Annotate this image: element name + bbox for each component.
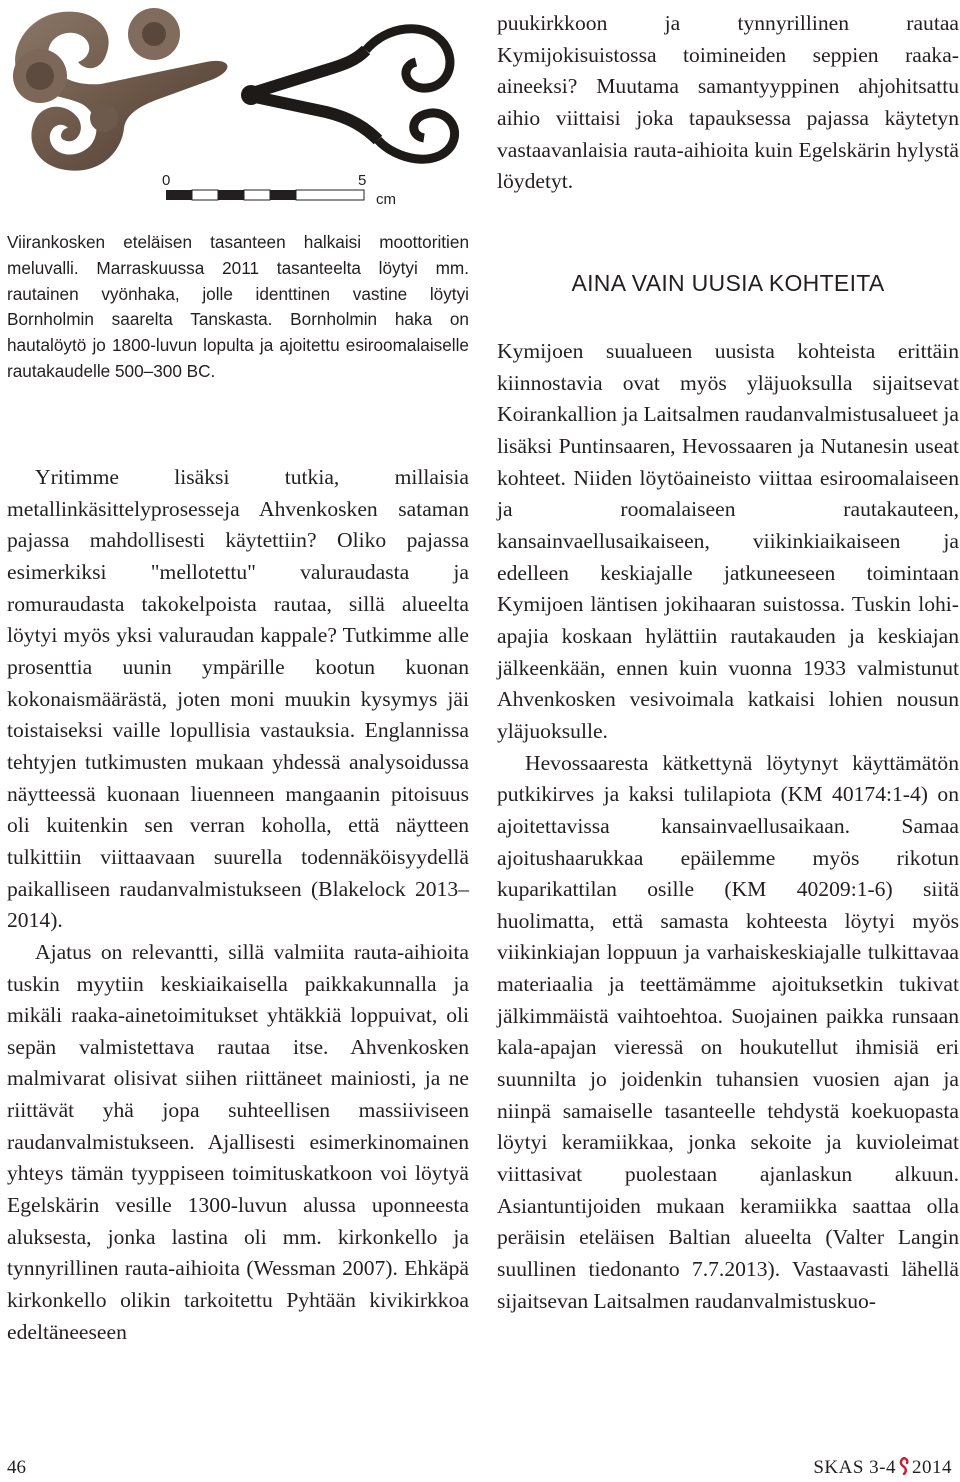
magazine-logo-icon [898,1457,910,1475]
page-number: 46 [7,1457,26,1478]
right-column-continuation [497,8,959,198]
belt-hook-figure [6,0,466,215]
figure-caption: Viirankosken eteläisen tasanteen halkaisi moottoritien meluvalli. Marraskuussa 2011 tasanteelta löytyi mm. rautainen vyönhaka, jolle identtinen vastine löytyi Bornholmin saarelta Tanskasta. Bornholmin haka on hautalöytö jo 1800-luvun lopulta ja ajoitettu esiroomalaiselle rautakaudelle 500–300 BC. [7,232,469,381]
magazine-year: 2014 [912,1457,952,1478]
belt-hook-photo [13,8,227,171]
right-continuation-paragraph: puukirkkoon ja tynnyrillinen rautaa Kymijokisuistossa toimineiden seppien raaka-aineeksi? Muutama samantyyppinen ahjohitsattu aihio viittaisi joka tapauksessa pajassa käytetyn vastaavanlaisia rauta-aihioita kuin Egelskärin hylystä löydetyt. [497,11,959,194]
left-column [7,462,469,1348]
right-paragraph-1: Kymijoen suualueen uusista kohteista erittäin kiinnostavia ovat myös yläjuoksulla sijaitsevat Koirankallion ja Laitsalmen raudanvalmistusalueet ja lisäksi Puntinsaaren, Hevossaaren ja Nutanesin useat kohteet. Niiden löytöaineisto viittaa esiroomalaiseen ja roomalaiseen rautakauteen, kansainvaellusaikaiseen, viikinkiaikaiseen ja edelleen keskiajalle jatkuneeseen toimintaan Kymijoen läntisen jokihaaran suistossa. Tuskin lohi-apajia koskaan hylättiin rautakauden ja keskiajan jälkeenkään, ennen kuin vuonna 1933 valmistunut Ahvenkosken vesivoimala katkaisi lohien nousun yläjuoksulle. [497,339,959,743]
magazine-name: SKAS 3-4 [813,1457,896,1478]
belt-hook-drawing [241,29,455,159]
scale-bar [162,172,396,208]
belt-hook-illustration [6,0,466,215]
scale-unit: cm [376,191,396,208]
right-paragraph-2: Hevossaaresta kätkettynä löytynyt käyttämätön putkikirves ja kaksi tulilapiota (KM 40174:1-4) on ajoitettavissa kansainvaellusaikaan. Samaa ajoitushaarukkaa epäilemme myös rikotun kuparikattilan osille (KM 40209:1-6) siitä huolimatta, että samasta kohteesta löytyi myös viikinkiajan loppuun ja varhaiskeskiajalle tulkittavaa materiaalia ja teettämämme ajoituksetkin tukivat jälkimmäistä vaihtoehtoa. Suojainen paikka runsaan kala-apajan vieressä on houkutellut ihmisiä eri suunnilta jo joidenkin tuhansien vuosien ajan ja niinpä samaiselle tasanteelle tehdystä koekuopasta löytyi keramiikkaa, jonka sekoite ja kuvioleimat viittasivat puolestaan ajanlaskun alkuun. Asiantuntijoiden mukaan keramiikka saattaa olla peräisin eteläisen Baltian alueelta (Valter Langin suullinen tiedonanto 7.7.2013). Vastaavasti lähellä sijaitsevan Laitsalmen raudanvalmistuskuo- [497,750,959,1313]
scale-label-zero: 0 [162,172,171,189]
right-column [497,336,959,1317]
left-paragraph-1: Yritimme lisäksi tutkia, millaisia metallinkäsittelyprosesseja Ahvenkosken sataman pajassa mahdollisesti käytettiin? Oliko pajassa esimerkiksi "mellotettu" valuraudasta ja romuraudasta takokelpoista rautaa, sillä alueelta löytyi myös yksi valuraudan kappale? Tutkimme alle prosenttia uunin ympärille kootun kuonan kokonaismäärästä, joten moni muukin kysymys jäi toistaiseksi vaille lopullisia vastauksia. Englannissa tehtyjen tutkimusten mukaan yhdessä analysoidussa näytteessä kuonaan liuenneen mangaanin pitoisuus oli kuitenkin sen verran koholla, että näytteen tulkittiin viittaavaan suurella todennäköisyydellä paikalliseen raudanvalmistukseen (Blakelock 2013–2014). [7,465,469,933]
section-heading: AINA VAIN UUSIA KOHTEITA [571,270,885,296]
left-paragraph-2: Ajatus on relevantti, sillä valmiita rauta-aihioita tuskin myytiin keskiaikaisella paikkakunnalla ja mikäli raaka-ainetoimitukset yhtäkkiä loppuivat, oli sepän valmistettava rautaa itse. Ahvenkosken malmivarat olisivat siihen riittäneet mainiosti, ja ne riittävät yhä jopa suhteellisen massiiviseen raudanvalmistukseen. Ajallisesti esimerkinomainen yhteys tämän tyyppiseen toimituskatkoon voi löytyä Egelskärin vesille 1300-luvun alussa uponneesta aluksesta, jonka lastina oli mm. kirkonkello ja tynnyrillinen rauta-aihioita (Wessman 2007). Ehkäpä kirkonkello olikin tarkoitettu Pyhtään kivikirkkoa edeltäneeseen [7,939,469,1344]
scale-label-five: 5 [358,172,367,189]
magazine-footer [813,1457,952,1479]
